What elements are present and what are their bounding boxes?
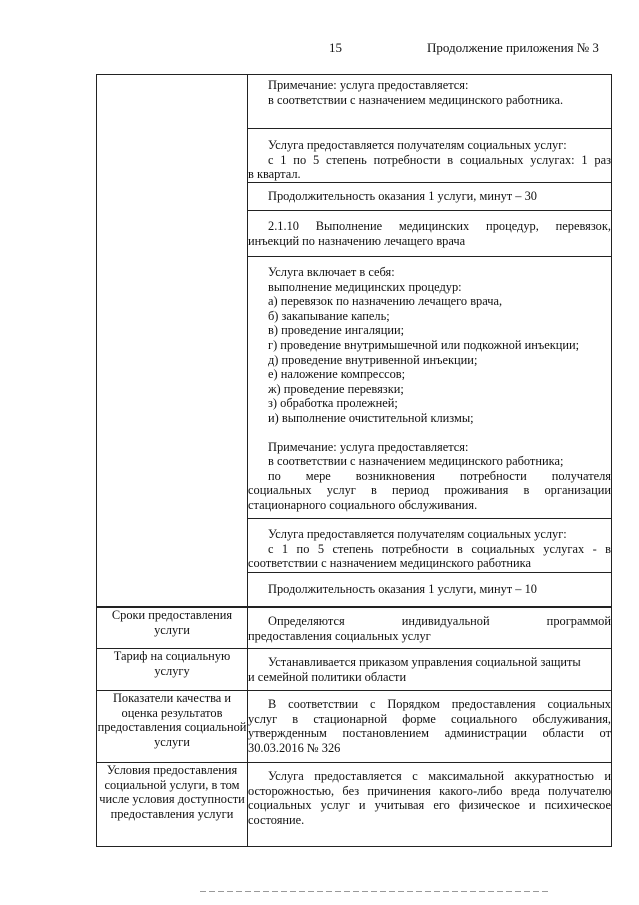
includes-cell <box>248 257 612 519</box>
service-2110-line1: 2.1.10 Выполнение медицинских процедур, перевязок, <box>268 219 611 233</box>
provided2-title: Услуга предоставляется получателям социальных услуг: <box>268 527 567 541</box>
includes-item: ж) проведение перевязки; <box>268 381 404 396</box>
provided2-cell <box>248 519 612 573</box>
empty-label-cell <box>97 75 248 607</box>
scan-artifact-line <box>200 891 550 892</box>
provided2-line1: с 1 по 5 степень потребности в социальных услугах - в <box>268 541 611 556</box>
note2-line4: стационарного социального обслуживания. <box>248 497 478 512</box>
provided1-title: Услуга предоставляется получателям социальных услуг: <box>268 138 567 152</box>
terms-line1: Определяются индивидуальной программой <box>268 614 611 628</box>
includes-item: б) закапывание капель; <box>268 308 390 323</box>
terms-label: Сроки предоставления услуги <box>97 608 248 649</box>
table-row <box>97 75 612 129</box>
quality-line1: В соответствии с Порядком предоставления социальных <box>268 697 611 711</box>
service-table <box>96 74 612 607</box>
note1-title: Примечание: услуга предоставляется: <box>268 78 469 92</box>
conditions-label: Условия предоставления социальной услуги, в том числе условия доступности предоставления услуги <box>97 763 248 847</box>
tariff-line1: Устанавливается приказом управления социальной защиты <box>268 655 581 669</box>
duration1-cell <box>248 183 612 211</box>
note2-line2: по мере возникновения потребности получателя <box>268 468 611 483</box>
provided1-cell <box>248 129 612 183</box>
quality-line4: 30.03.2016 № 326 <box>248 740 341 755</box>
table-row <box>97 763 612 847</box>
provided2-line2: соответствии с назначением медицинского работника <box>248 556 531 571</box>
conditions-value <box>248 763 612 847</box>
table-row <box>97 608 612 649</box>
note2-line1: в соответствии с назначением медицинского работника; <box>268 454 564 469</box>
page-header <box>0 40 639 58</box>
provided1-line2: в квартал. <box>248 167 301 182</box>
conditions-line1: Услуга предоставляется с максимальной аккуратностью и <box>268 769 611 783</box>
provided1-line1: с 1 по 5 степень потребности в социальных услугах: 1 раз <box>268 152 611 167</box>
duration2-text: Продолжительность оказания 1 услуги, минут – 10 <box>268 582 537 596</box>
conditions-line4: состояние. <box>248 812 305 827</box>
quality-value <box>248 691 612 763</box>
table-row <box>97 649 612 691</box>
terms-value <box>248 608 612 649</box>
table-row <box>97 691 612 763</box>
note1-text: в соответствии с назначением медицинского работника. <box>268 92 564 107</box>
duration2-cell <box>248 573 612 607</box>
service-2110-line2: инъекций по назначению лечащего врача <box>248 233 466 248</box>
quality-line3: утвержденным постановлением администрации области от <box>248 726 611 741</box>
includes-item: в) проведение ингаляции; <box>268 323 405 338</box>
note2-line3: социальных услуг в период проживания в организации <box>248 483 611 498</box>
attributes-table <box>96 607 612 847</box>
includes-item: выполнение медицинских процедур: <box>268 279 462 294</box>
conditions-line2: осторожностью, без причинения какого-либо вреда получателю <box>248 783 611 798</box>
continuation-title: Продолжение приложения № 3 <box>427 40 599 55</box>
tariff-label: Тариф на социальную услугу <box>97 649 248 691</box>
includes-item: д) проведение внутривенной инъекции; <box>268 352 478 367</box>
includes-title: Услуга включает в себя: <box>268 265 395 279</box>
note2-title: Примечание: услуга предоставляется: <box>268 439 469 454</box>
tariff-value <box>248 649 612 691</box>
conditions-line3: социальных услуг и учитывая его физическое и психическое <box>248 798 611 813</box>
includes-item: а) перевязок по назначению лечащего врача, <box>268 294 503 309</box>
tariff-line2: и семейной политики области <box>248 669 407 684</box>
includes-item: е) наложение компрессов; <box>268 367 406 382</box>
quality-line2: услуг в стационарной форме социального обслуживания, <box>248 711 611 726</box>
service-2110-cell <box>248 211 612 257</box>
includes-item: г) проведение внутримышечной или подкожной инъекции; <box>268 337 580 352</box>
page-number: 15 <box>329 40 342 55</box>
terms-line2: предоставления социальных услуг <box>248 628 431 643</box>
note1-cell <box>248 75 612 129</box>
includes-item: з) обработка пролежней; <box>268 396 398 411</box>
duration1-text: Продолжительность оказания 1 услуги, минут – 30 <box>268 189 537 203</box>
quality-label: Показатели качества и оценка результатов предоставления социальной услуги <box>97 691 248 763</box>
includes-item: и) выполнение очистительной клизмы; <box>268 410 474 425</box>
